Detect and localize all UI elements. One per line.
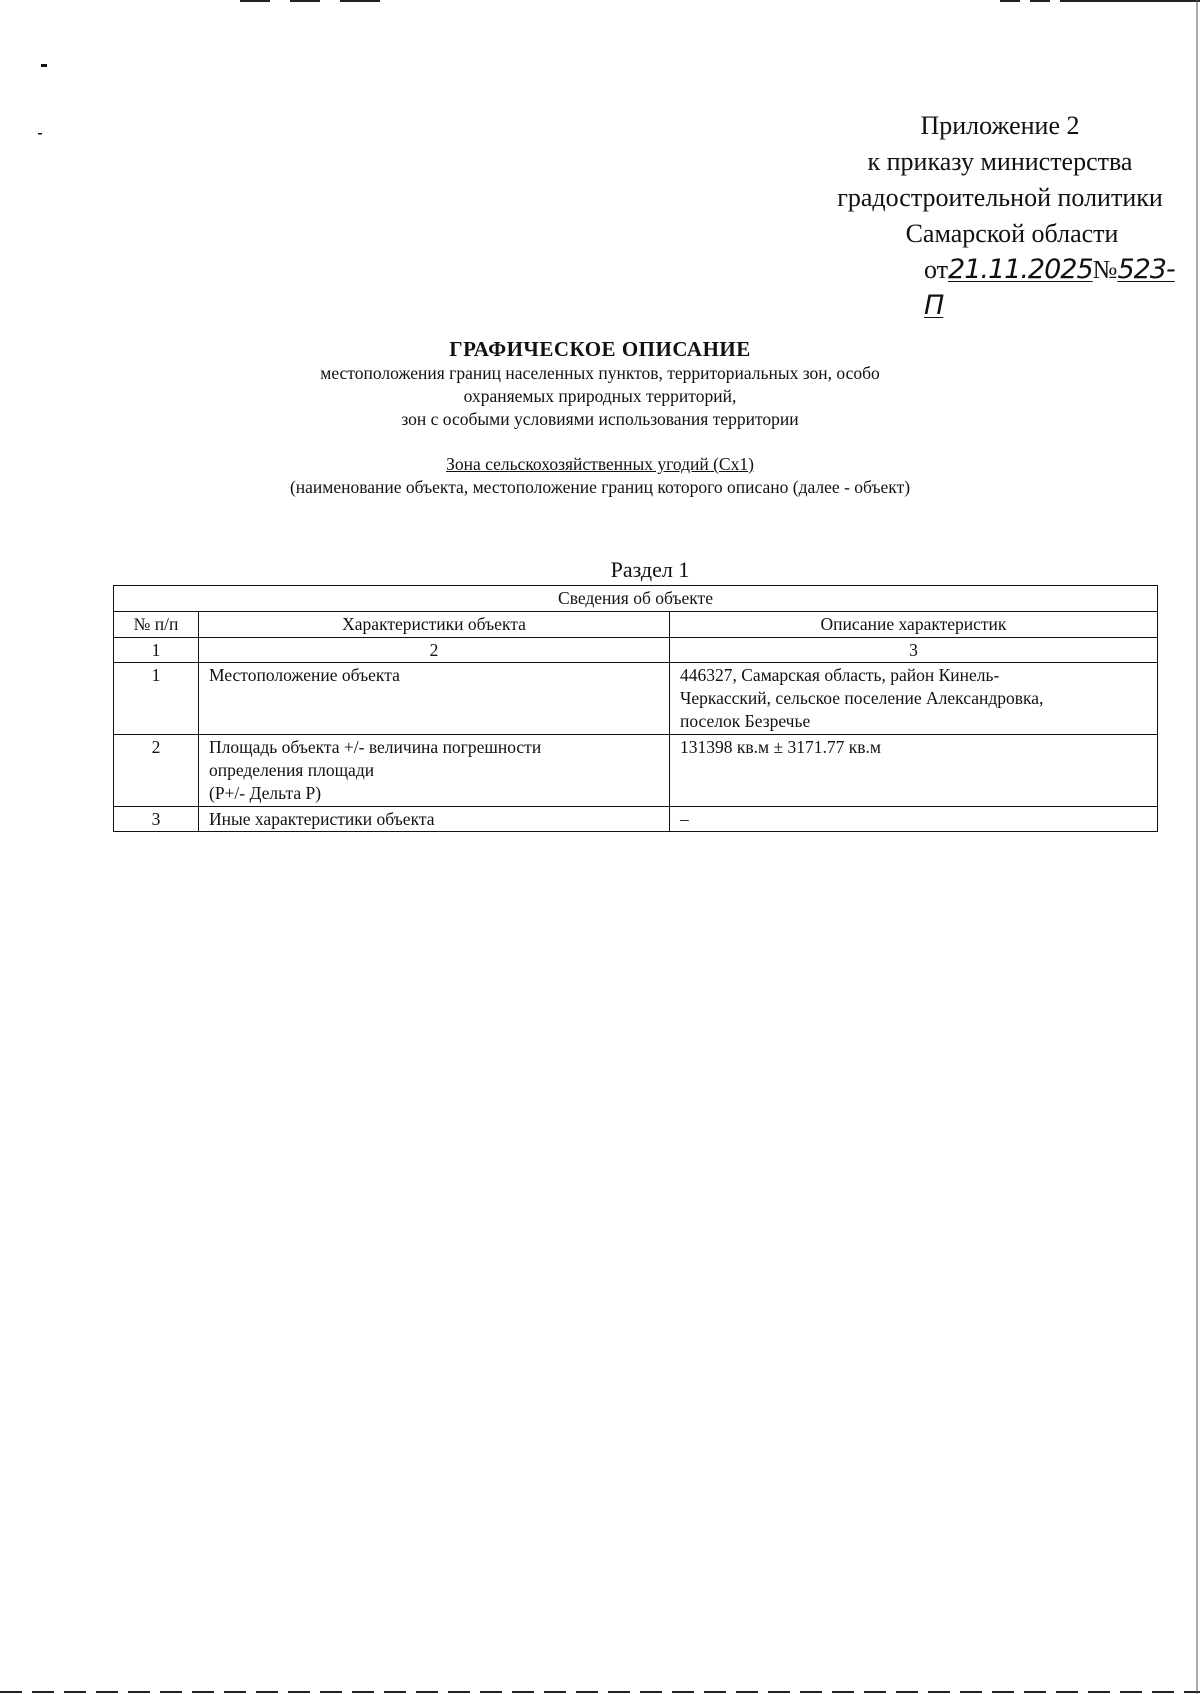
table-caption: Сведения об объекте [114, 586, 1158, 612]
row-number: 2 [114, 735, 199, 807]
object-name: Зона сельскохозяйственных угодий (Сх1) [446, 454, 754, 474]
title-block [150, 336, 1050, 499]
table-row [114, 663, 1158, 735]
characteristic-line: определения площади [209, 760, 375, 780]
row-number: 1 [114, 663, 199, 735]
section-label: Раздел 1 [610, 557, 690, 582]
characteristic-line: Площадь объекта +/- величина погрешности [209, 737, 542, 757]
column-header: Описание характеристик [670, 612, 1158, 638]
description-line: Черкасский, сельское поселение Александровка, [680, 688, 1044, 708]
table-caption-row [114, 586, 1158, 612]
appendix-line: Приложение 2 [920, 111, 1080, 140]
order-date-number [820, 252, 1180, 321]
description-line: поселок Безречье [680, 711, 811, 731]
row-description: 131398 кв.м ± 3171.77 кв.м [670, 735, 1158, 807]
date-prefix: от [924, 255, 949, 284]
scan-speck [38, 133, 42, 135]
column-number-row [114, 638, 1158, 663]
row-characteristic: Местоположение объекта [199, 663, 670, 735]
column-number: 3 [670, 638, 1158, 663]
column-header: № п/п [114, 612, 199, 638]
appendix-line: градостроительной политики [837, 183, 1163, 212]
table-header-row [114, 612, 1158, 638]
description-line: 446327, Самарская область, район Кинель- [680, 665, 1000, 685]
table-row [114, 807, 1158, 832]
table-row [114, 735, 1158, 807]
scan-speck [41, 64, 47, 67]
number-prefix: № [1092, 255, 1118, 284]
row-characteristic [199, 735, 670, 807]
column-header: Характеристики объекта [199, 612, 670, 638]
handwritten-date: 21.11.2025 [948, 254, 1093, 285]
column-number: 2 [199, 638, 670, 663]
appendix-line: к приказу министерства [867, 147, 1133, 176]
subtitle-line: зон с особыми условиями использования территории [401, 409, 799, 429]
object-info-table [113, 585, 1158, 832]
column-number: 1 [114, 638, 199, 663]
row-description: – [670, 807, 1158, 832]
row-characteristic: Иные характеристики объекта [199, 807, 670, 832]
row-number: 3 [114, 807, 199, 832]
document-title: ГРАФИЧЕСКОЕ ОПИСАНИЕ [449, 337, 751, 361]
object-name-hint: (наименование объекта, местоположение границ которого описано (далее - объект) [289, 477, 911, 497]
row-description [670, 663, 1158, 735]
characteristic-line: (P+/- Дельта P) [209, 783, 322, 803]
subtitle-line: местоположения границ населенных пунктов, территориальных зон, особо [320, 363, 880, 383]
appendix-header [820, 108, 1180, 321]
subtitle-line: охраняемых природных территорий, [463, 386, 737, 406]
handwritten-number: 523-П [924, 254, 1175, 321]
appendix-line: Самарской области [905, 219, 1119, 248]
